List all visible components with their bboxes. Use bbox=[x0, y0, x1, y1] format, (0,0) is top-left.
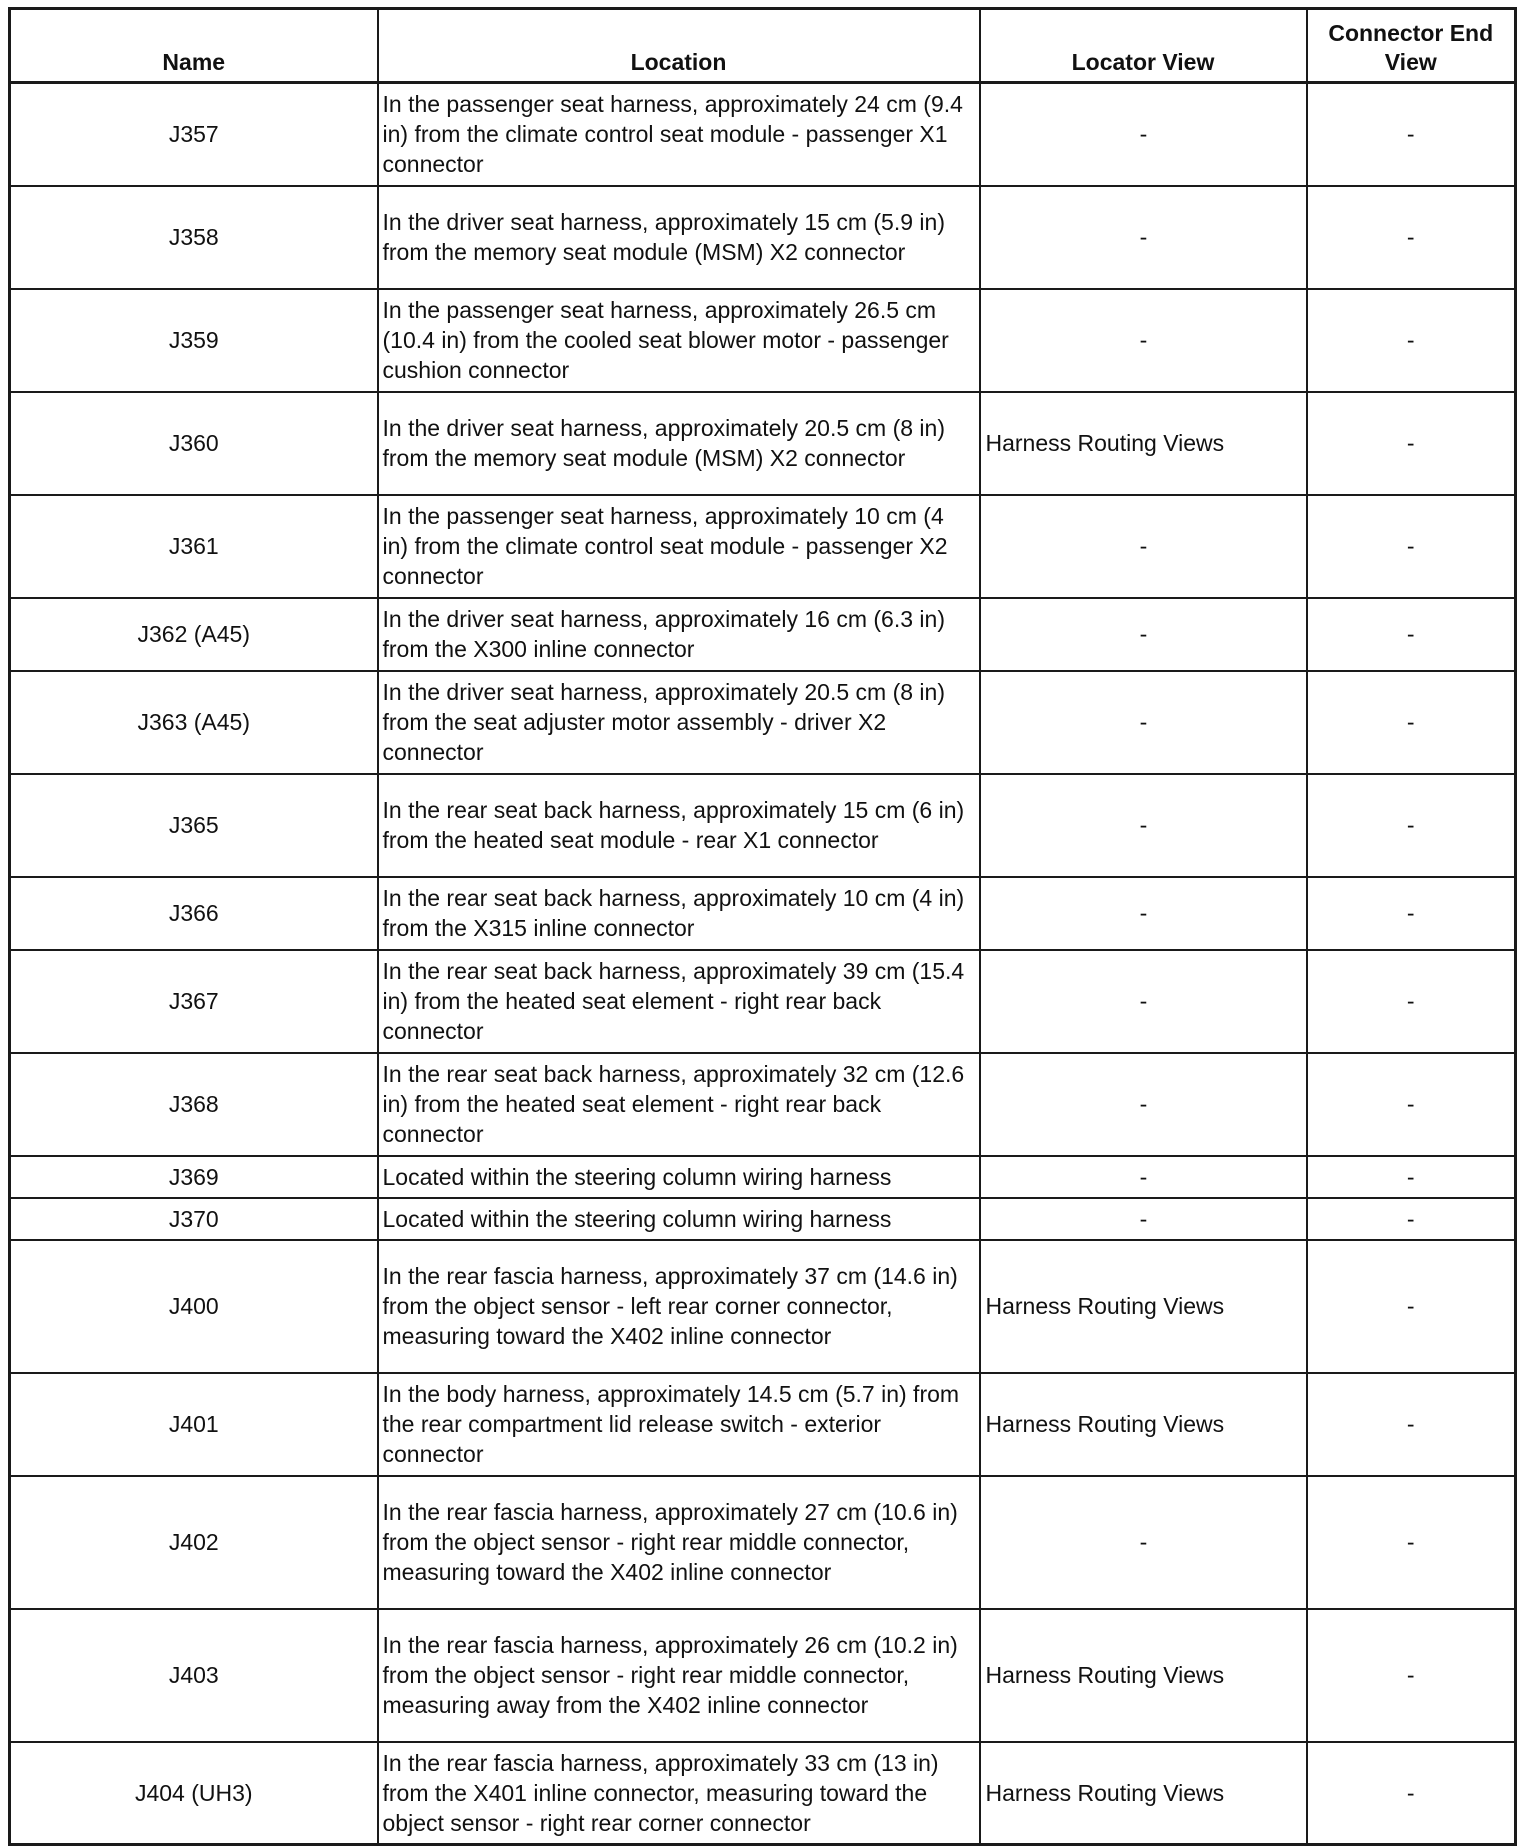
cell-connector-end-view: - bbox=[1307, 1742, 1516, 1845]
cell-connector-end-view: - bbox=[1307, 598, 1516, 671]
cell-name: J366 bbox=[10, 877, 378, 950]
cell-location: In the rear fascia harness, approximately 33 cm (13 in) from the X401 inline connector, measuring toward the object sensor - right rear corner connector bbox=[378, 1742, 980, 1845]
table-row bbox=[10, 1240, 1516, 1373]
cell-name: J368 bbox=[10, 1053, 378, 1156]
header-connector-end-view-line2: View bbox=[1384, 49, 1437, 75]
cell-name: J363 (A45) bbox=[10, 671, 378, 774]
table-row bbox=[10, 598, 1516, 671]
table-row bbox=[10, 877, 1516, 950]
cell-location: Located within the steering column wiring harness bbox=[378, 1198, 980, 1240]
cell-connector-end-view: - bbox=[1307, 392, 1516, 495]
cell-connector-end-view: - bbox=[1307, 289, 1516, 392]
splice-location-table bbox=[8, 7, 1517, 1846]
cell-name: J361 bbox=[10, 495, 378, 598]
cell-name: J401 bbox=[10, 1373, 378, 1476]
cell-name: J360 bbox=[10, 392, 378, 495]
cell-location: In the driver seat harness, approximately 15 cm (5.9 in) from the memory seat module (MSM) X2 connector bbox=[378, 186, 980, 289]
cell-location: Located within the steering column wiring harness bbox=[378, 1156, 980, 1198]
cell-connector-end-view: - bbox=[1307, 1373, 1516, 1476]
cell-name: J357 bbox=[10, 83, 378, 186]
splice-location-table-sheet bbox=[8, 7, 1514, 1846]
cell-name: J367 bbox=[10, 950, 378, 1053]
cell-connector-end-view: - bbox=[1307, 774, 1516, 877]
header-connector-end-view bbox=[1307, 9, 1516, 83]
cell-locator-view: - bbox=[980, 186, 1307, 289]
table-row bbox=[10, 1609, 1516, 1742]
cell-name: J369 bbox=[10, 1156, 378, 1198]
header-name: Name bbox=[10, 9, 378, 83]
table-row bbox=[10, 774, 1516, 877]
table-row bbox=[10, 671, 1516, 774]
cell-locator-view: - bbox=[980, 495, 1307, 598]
cell-location: In the rear fascia harness, approximately 37 cm (14.6 in) from the object sensor - left rear corner connector, measuring toward the X402 inline connector bbox=[378, 1240, 980, 1373]
header-connector-end-view-line1: Connector End bbox=[1328, 20, 1494, 46]
cell-name: J403 bbox=[10, 1609, 378, 1742]
cell-name: J404 (UH3) bbox=[10, 1742, 378, 1845]
cell-connector-end-view: - bbox=[1307, 877, 1516, 950]
header-location: Location bbox=[378, 9, 980, 83]
cell-connector-end-view: - bbox=[1307, 1240, 1516, 1373]
cell-name: J402 bbox=[10, 1476, 378, 1609]
cell-name: J400 bbox=[10, 1240, 378, 1373]
cell-location: In the driver seat harness, approximately 20.5 cm (8 in) from the memory seat module (MSM) X2 connector bbox=[378, 392, 980, 495]
cell-connector-end-view: - bbox=[1307, 1609, 1516, 1742]
table-row bbox=[10, 1156, 1516, 1198]
table-row bbox=[10, 1198, 1516, 1240]
cell-connector-end-view: - bbox=[1307, 1053, 1516, 1156]
cell-locator-view: - bbox=[980, 877, 1307, 950]
cell-location: In the body harness, approximately 14.5 cm (5.7 in) from the rear compartment lid release switch - exterior connector bbox=[378, 1373, 980, 1476]
cell-connector-end-view: - bbox=[1307, 950, 1516, 1053]
table-row bbox=[10, 1373, 1516, 1476]
cell-connector-end-view: - bbox=[1307, 1156, 1516, 1198]
cell-name: J370 bbox=[10, 1198, 378, 1240]
cell-locator-view: - bbox=[980, 1476, 1307, 1609]
cell-name: J365 bbox=[10, 774, 378, 877]
cell-locator-view: - bbox=[980, 774, 1307, 877]
table-row bbox=[10, 495, 1516, 598]
cell-locator-view: Harness Routing Views bbox=[980, 1609, 1307, 1742]
cell-location: In the rear seat back harness, approximately 10 cm (4 in) from the X315 inline connector bbox=[378, 877, 980, 950]
cell-locator-view: - bbox=[980, 1156, 1307, 1198]
cell-locator-view: Harness Routing Views bbox=[980, 1742, 1307, 1845]
cell-name: J359 bbox=[10, 289, 378, 392]
cell-name: J362 (A45) bbox=[10, 598, 378, 671]
cell-connector-end-view: - bbox=[1307, 1198, 1516, 1240]
table-row bbox=[10, 83, 1516, 186]
table-row bbox=[10, 1476, 1516, 1609]
cell-locator-view: Harness Routing Views bbox=[980, 1240, 1307, 1373]
cell-locator-view: Harness Routing Views bbox=[980, 392, 1307, 495]
cell-location: In the driver seat harness, approximately 20.5 cm (8 in) from the seat adjuster motor assembly - driver X2 connector bbox=[378, 671, 980, 774]
cell-connector-end-view: - bbox=[1307, 186, 1516, 289]
cell-locator-view: - bbox=[980, 950, 1307, 1053]
table-row bbox=[10, 1742, 1516, 1845]
table-row bbox=[10, 392, 1516, 495]
cell-name: J358 bbox=[10, 186, 378, 289]
cell-locator-view: - bbox=[980, 598, 1307, 671]
cell-location: In the rear seat back harness, approximately 32 cm (12.6 in) from the heated seat element - right rear back connector bbox=[378, 1053, 980, 1156]
cell-locator-view: - bbox=[980, 83, 1307, 186]
table-row bbox=[10, 1053, 1516, 1156]
table-header-row bbox=[10, 9, 1516, 83]
cell-connector-end-view: - bbox=[1307, 1476, 1516, 1609]
cell-location: In the passenger seat harness, approximately 10 cm (4 in) from the climate control seat module - passenger X2 connector bbox=[378, 495, 980, 598]
cell-connector-end-view: - bbox=[1307, 83, 1516, 186]
cell-location: In the rear fascia harness, approximately 27 cm (10.6 in) from the object sensor - right rear middle connector, measuring toward the X402 inline connector bbox=[378, 1476, 980, 1609]
table-row bbox=[10, 289, 1516, 392]
cell-locator-view: Harness Routing Views bbox=[980, 1373, 1307, 1476]
header-locator-view: Locator View bbox=[980, 9, 1307, 83]
cell-connector-end-view: - bbox=[1307, 495, 1516, 598]
table-row bbox=[10, 186, 1516, 289]
cell-location: In the rear fascia harness, approximately 26 cm (10.2 in) from the object sensor - right rear middle connector, measuring away from the X402 inline connector bbox=[378, 1609, 980, 1742]
cell-location: In the passenger seat harness, approximately 24 cm (9.4 in) from the climate control seat module - passenger X1 connector bbox=[378, 83, 980, 186]
cell-locator-view: - bbox=[980, 1053, 1307, 1156]
cell-location: In the rear seat back harness, approximately 15 cm (6 in) from the heated seat module - rear X1 connector bbox=[378, 774, 980, 877]
cell-location: In the passenger seat harness, approximately 26.5 cm (10.4 in) from the cooled seat blower motor - passenger cushion connector bbox=[378, 289, 980, 392]
cell-locator-view: - bbox=[980, 289, 1307, 392]
cell-connector-end-view: - bbox=[1307, 671, 1516, 774]
cell-locator-view: - bbox=[980, 671, 1307, 774]
table-row bbox=[10, 950, 1516, 1053]
cell-location: In the rear seat back harness, approximately 39 cm (15.4 in) from the heated seat element - right rear back connector bbox=[378, 950, 980, 1053]
cell-location: In the driver seat harness, approximately 16 cm (6.3 in) from the X300 inline connector bbox=[378, 598, 980, 671]
cell-locator-view: - bbox=[980, 1198, 1307, 1240]
